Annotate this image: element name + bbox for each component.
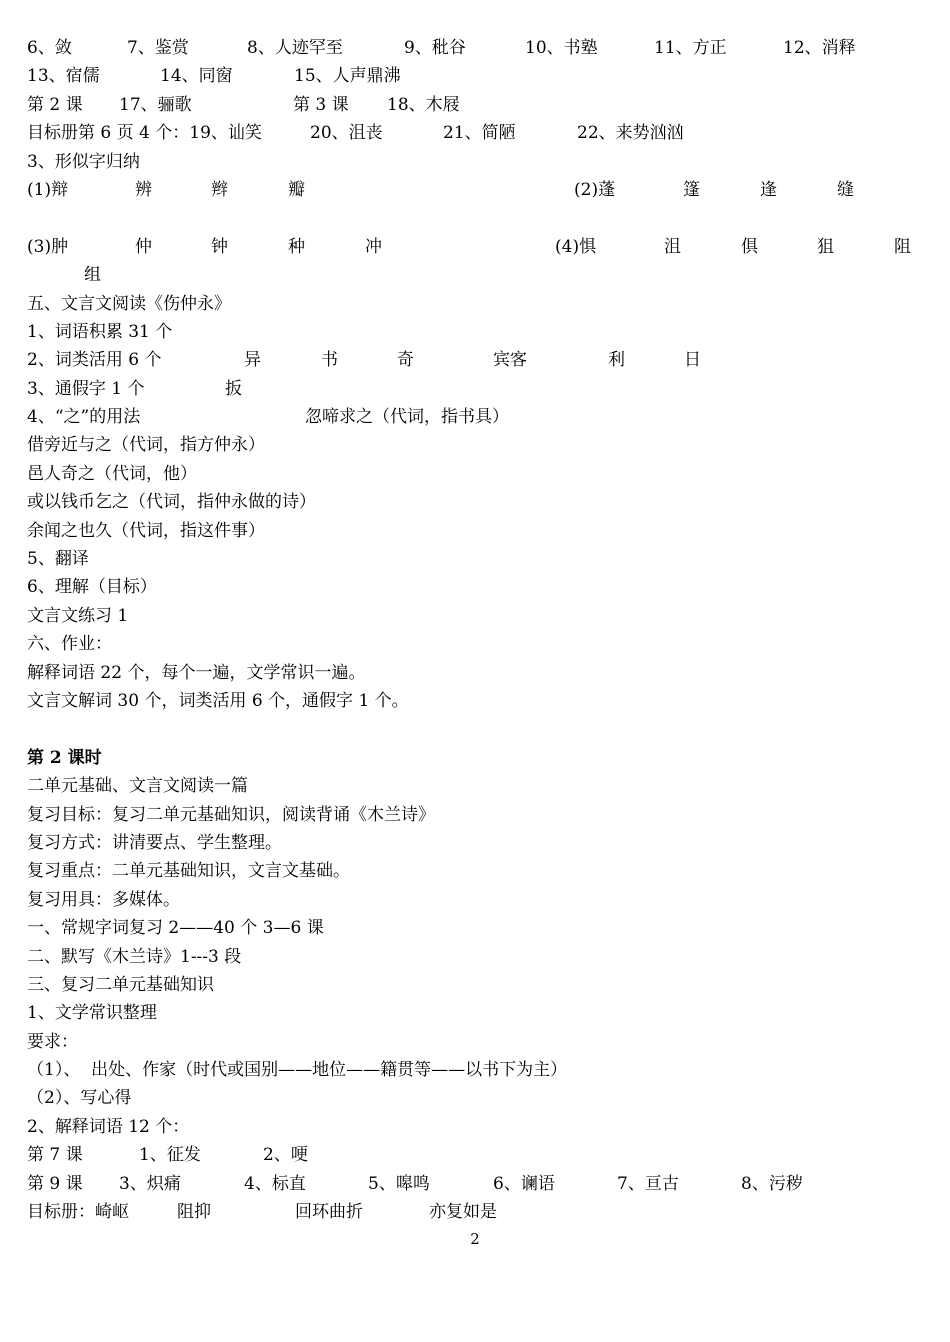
word-item: 扳 xyxy=(225,378,242,399)
vocab-item: 4、标直 xyxy=(244,1173,306,1194)
text-line xyxy=(27,34,927,62)
text-line xyxy=(27,1113,927,1141)
vocab-item: 7、鉴赏 xyxy=(127,38,189,58)
text: 忽啼求之（代词，指书具） xyxy=(305,407,509,428)
text-line xyxy=(27,1084,927,1112)
text-line xyxy=(27,687,927,715)
text-line xyxy=(27,999,927,1027)
text-line xyxy=(27,801,927,829)
text-line xyxy=(27,914,927,942)
vocab-item: 11、方正 xyxy=(654,38,727,58)
section-heading: 3、形似字归纳 xyxy=(27,151,140,172)
section-heading: 五、文言文阅读《伤仲永》 xyxy=(27,293,231,314)
text-line xyxy=(27,375,927,403)
vocab-item: 6、敛 xyxy=(27,38,72,58)
page-number: 2 xyxy=(470,1230,480,1248)
text-line xyxy=(27,886,927,914)
vocab-item: 13、宿儒 xyxy=(27,66,100,87)
char-item: 组 xyxy=(84,265,101,286)
blank-line xyxy=(27,204,927,232)
vocab-item: 3、炽痛 xyxy=(119,1173,181,1194)
char-item: 瓣 xyxy=(288,179,305,200)
lesson-title: 第 2 课时 xyxy=(27,747,102,768)
text-line xyxy=(27,346,927,374)
text-line xyxy=(27,1028,927,1056)
text-line xyxy=(27,545,927,573)
text-line xyxy=(27,517,927,545)
text-line xyxy=(27,971,927,999)
text-line xyxy=(27,857,927,885)
vocab-item: 15、人声鼎沸 xyxy=(294,66,401,87)
text-line xyxy=(27,318,927,346)
char-item: 缝 xyxy=(837,179,854,200)
section-heading: 三、复习二单元基础知识 xyxy=(27,974,214,995)
text: 5、翻译 xyxy=(27,549,89,570)
vocab-item: 2、哽 xyxy=(263,1145,308,1166)
section-heading: 一、常规字词复习 2——40 个 3—6 课 xyxy=(27,918,324,939)
text-line xyxy=(27,943,927,971)
text-line xyxy=(27,744,927,772)
vocab-item: 20、沮丧 xyxy=(310,123,383,144)
lesson-label: 第 9 课 xyxy=(27,1173,83,1194)
text: 余闻之也久（代词，指这件事） xyxy=(27,520,265,541)
text-line xyxy=(27,261,927,289)
char-item: 沮 xyxy=(664,236,681,257)
vocab-item: 18、木屐 xyxy=(387,94,460,115)
text-line xyxy=(27,573,927,601)
vocab-item: 12、消释 xyxy=(783,38,856,58)
vocab-item: 10、书塾 xyxy=(525,38,598,58)
text-line xyxy=(27,403,927,431)
text-line xyxy=(27,659,927,687)
lesson-label: 第 3 课 xyxy=(293,94,349,115)
lesson-label: 第 7 课 xyxy=(27,1145,83,1166)
word-item: 奇 xyxy=(397,350,414,371)
text-line xyxy=(27,772,927,800)
char-item: 逢 xyxy=(760,179,777,200)
text-line xyxy=(27,119,927,147)
char-item: (3)肿 xyxy=(27,236,69,257)
text-line xyxy=(27,290,927,318)
char-item: 辫 xyxy=(211,179,228,200)
vocab-item: 17、骊歌 xyxy=(119,94,192,115)
text-line xyxy=(27,91,927,119)
char-item: (2)蓬 xyxy=(574,179,616,200)
text-line xyxy=(27,1056,927,1084)
text-line xyxy=(27,460,927,488)
char-item: 辨 xyxy=(135,179,152,200)
text: （1）、 出处、作家（时代或国别——地位——籍贯等——以书下为主） xyxy=(27,1060,568,1081)
char-item: 俱 xyxy=(741,236,758,257)
char-item: 冲 xyxy=(365,236,382,257)
vocab-item: 9、秕谷 xyxy=(404,38,466,58)
text: 借旁近与之（代词，指方仲永） xyxy=(27,435,265,456)
text: 2、解释词语 12 个： xyxy=(27,1116,190,1137)
word-item: 日 xyxy=(684,350,701,371)
lesson-label: 第 2 课 xyxy=(27,94,83,115)
text: 复习方式：讲清要点、学生整理。 xyxy=(27,832,282,853)
text-line xyxy=(27,630,927,658)
text-line xyxy=(27,176,927,204)
text: 二单元基础、文言文阅读一篇 xyxy=(27,776,248,797)
text: 3、通假字 1 个 xyxy=(27,378,145,399)
text-line xyxy=(27,233,927,261)
text: 复习目标：复习二单元基础知识，阅读背诵《木兰诗》 xyxy=(27,804,435,825)
blank-line xyxy=(27,715,927,743)
text: 1、词语积累 31 个 xyxy=(27,321,173,342)
vocab-item: 21、简陋 xyxy=(443,123,516,144)
text-line xyxy=(27,1170,927,1198)
vocab-item: 14、同窗 xyxy=(160,66,233,87)
text: 文言文解词 30 个，词类活用 6 个，通假字 1 个。 xyxy=(27,690,409,711)
section-heading: 二、默写《木兰诗》1---3 段 xyxy=(27,946,242,967)
vocab-item: 8、人迹罕至 xyxy=(247,38,343,58)
vocab-item: 1、征发 xyxy=(139,1145,201,1166)
char-item: 篷 xyxy=(683,179,700,200)
vocab-item: 7、亘古 xyxy=(617,1173,679,1194)
char-item: 仲 xyxy=(135,236,152,257)
vocab-item: 8、污秽 xyxy=(741,1173,803,1194)
char-item: 种 xyxy=(288,236,305,257)
vocab-item: 回环曲折 xyxy=(295,1202,363,1223)
text: 或以钱币乞之（代词，指仲永做的诗） xyxy=(27,492,316,513)
text-line xyxy=(27,62,927,90)
document-body xyxy=(27,34,927,1226)
text-line xyxy=(27,829,927,857)
char-item: (4)惧 xyxy=(555,236,597,257)
text: 解释词语 22 个，每个一遍，文学常识一遍。 xyxy=(27,662,366,683)
text: 4、“之”的用法 xyxy=(27,407,141,428)
word-item: 利 xyxy=(608,350,625,371)
text-line xyxy=(27,602,927,630)
text: 要求： xyxy=(27,1031,78,1052)
text: 文言文练习 1 xyxy=(27,605,129,626)
vocab-item: 目标册：崎岖 xyxy=(27,1202,129,1223)
vocab-item: 阻抑 xyxy=(177,1202,211,1223)
section-heading: 六、作业： xyxy=(27,634,112,655)
word-item: 书 xyxy=(321,350,338,371)
text: 邑人奇之（代词，他） xyxy=(27,463,197,484)
text: 复习用具：多媒体。 xyxy=(27,889,180,910)
text: （2）、写心得 xyxy=(27,1088,132,1109)
text: 1、文学常识整理 xyxy=(27,1003,157,1024)
text-line xyxy=(27,1198,927,1226)
text: 6、理解（目标） xyxy=(27,577,157,598)
text: 复习重点：二单元基础知识，文言文基础。 xyxy=(27,861,350,882)
text-line xyxy=(27,148,927,176)
vocab-item: 22、来势汹汹 xyxy=(577,123,684,144)
char-item: (1)辩 xyxy=(27,179,69,200)
word-item: 宾客 xyxy=(493,350,527,371)
word-item: 异 xyxy=(244,350,261,371)
char-item: 钟 xyxy=(211,236,228,257)
vocab-item: 亦复如是 xyxy=(429,1202,497,1223)
text-line xyxy=(27,431,927,459)
vocab-item: 目标册第 6 页 4 个：19、讪笑 xyxy=(27,123,262,144)
vocab-item: 6、谰语 xyxy=(493,1173,555,1194)
text: 2、词类活用 6 个 xyxy=(27,350,162,371)
char-item: 狙 xyxy=(817,236,834,257)
char-item: 阻 xyxy=(894,236,911,257)
vocab-item: 5、嗥鸣 xyxy=(368,1173,430,1194)
text-line xyxy=(27,1141,927,1169)
text-line xyxy=(27,488,927,516)
